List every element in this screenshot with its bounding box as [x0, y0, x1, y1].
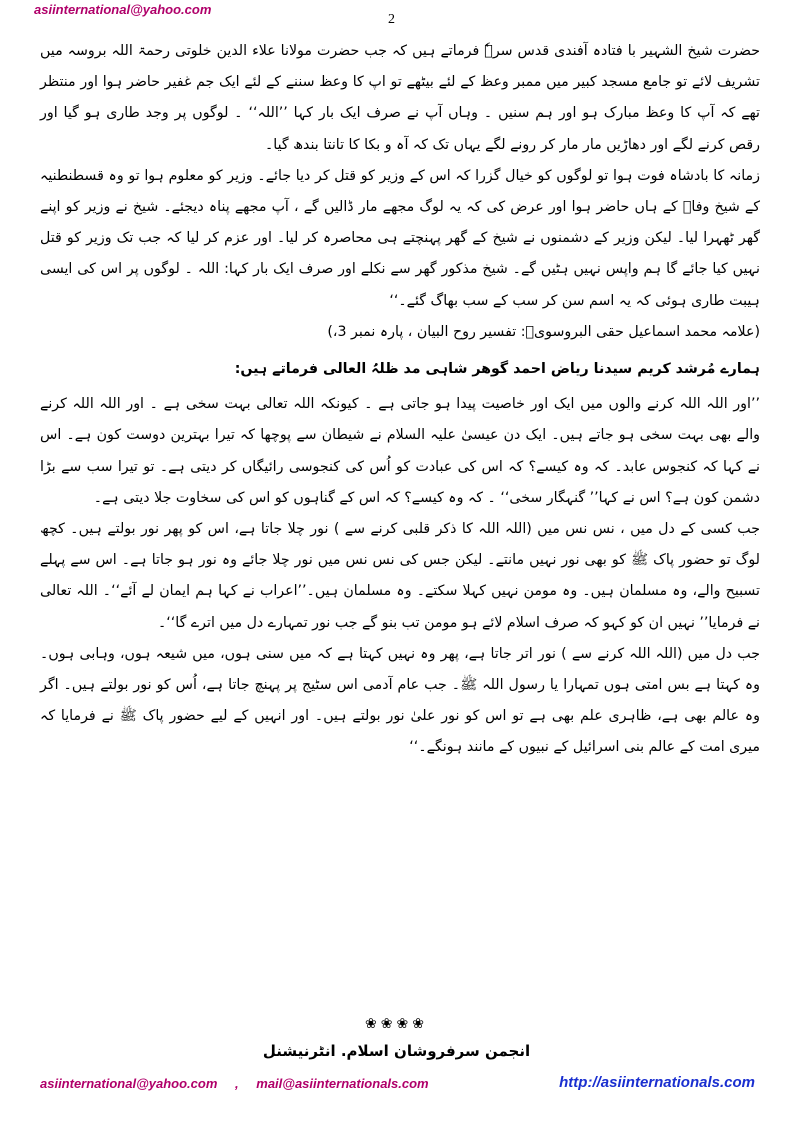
header-email-link[interactable]: asiinternational@yahoo.com	[34, 2, 212, 17]
organization-name: انجمن سرفروشان اسلام. انٹرنیشنل	[262, 1042, 531, 1060]
website-link[interactable]: http://asiinternationals.com	[559, 1074, 755, 1091]
document-body	[40, 36, 760, 764]
section-heading: ہمارے مُرشد کریم سیدنا ریاض احمد گوھر شاہی مد ظلہُ العالی فرماتے ہیں:	[234, 361, 760, 378]
paragraph: حضرت شیخ الشہیر با فتادہ آفندی قدس سرہٗ فرماتے ہیں کہ جب حضرت مولانا علاء الدین خلوتی رحمۃ اللہ بروسہ میں تشریف لائے تو جامع مسجد کبیر میں ممبر وعظ کے لئے بیٹھے تو اپ کا وعظ سننے کے لئے ایک جم غفیر حاضر ہوا اور منتظر تھے کہ آپ کا وعظ مبارک ہو اور ہم سنیں ۔ وہاں آپ نے صرف ایک بار کہا ’’اللہ‘‘ ۔ لوگوں پر وجد طاری ہو گیا اور رقص کرنے لگے اور دھاڑیں مار مار کر رونے لگے یہاں تک کہ آہ و بکا کا تانتا بندھ گیا۔	[40, 43, 760, 153]
flower-ornament-icon: ❀❀❀❀	[365, 1016, 428, 1032]
footer-emails	[40, 1076, 429, 1091]
page-number: 2	[388, 12, 395, 27]
quote-paragraph: جب دل میں (اللہ اللہ کرنے سے ) نور اتر جاتا ہے، پھر وہ نہیں کہتا ہے کہ میں سنی ہوں، میں شیعہ ہوں، وہابی ہوں۔ وہ کہتا ہے بس امتی ہوں تمہارا یا رسول اللہ ﷺ۔ جب عام آدمی اس سٹیج پر پہنچ جاتا ہے، اُس کو نور بولتے ہیں۔ اگر وہ عالم بھی ہے، ظاہری علم بھی ہے تو اس کو نور علیٰ نور بولتے ہیں۔ اور انہیں کے لیے حضور پاک ﷺ نے فرمایا کہ میری امت کے عالم بنی اسرائیل کے نبیوں کے مانند ہونگے۔‘‘	[40, 645, 760, 756]
footer-email-link[interactable]: mail@asiinternationals.com	[256, 1076, 429, 1091]
paragraph: زمانہ کا بادشاہ فوت ہوا تو لوگوں کو خیال گزرا کہ اس کے وزیر کو قتل کر دیا جائے۔ وزیر کو معلوم ہوا تو وہ قسطنطنیہ کے شیخ وفاؒ کے ہاں حاضر ہوا اور عرض کی کہ یہ لوگ مجھے مار ڈالیں گے ، آپ مجھے پناہ دیجئے۔ شیخ نے وزیر کو اپنے گھر ٹھہرا لیا۔ لیکن وزیر کے دشمنوں نے شیخ کے گھر پہنچتے ہی محاصرہ کر لیا۔ اور عزم کر لیا کہ جب تک وزیر کو قتل نہیں کیا جائے گا ہم واپس نہیں ہٹیں گے۔ شیخ مذکور گھر سے نکلے اور صرف ایک بار کہا: اللہ ۔ لوگوں پر اس کی ایسی ہیبت طاری ہوئی کہ یہ اسم سن کر سب کے سب بھاگ گئے۔‘‘	[40, 167, 760, 309]
quote-paragraph: ’’اور اللہ اللہ کرنے والوں میں ایک اور خاصیت پیدا ہو جاتی ہے ۔ کیونکہ اللہ تعالی بہت سخی ہے ۔ اور اللہ اللہ کرنے والے بھی بہت سخی ہو جاتے ہیں۔ ایک دن عیسیٰ علیہ السلام نے شیطان سے پوچھا کہ تیرا بہترین دوست کون ہے۔ اس نے کہا کہ کنجوس عابد۔ کہ وہ کیسے؟ کہ اس کی عبادت کو اُس کی کنجوسی رائیگاں کر دیتی ہے۔ تو تیرا سب سے بڑا دشمن کون ہے؟ اس نے کہا’’ گنہگار سخی‘‘ ۔ کہ وہ کیسے؟ کہ اس کے گناہوں کو اس کی سخاوت جلا دیتی ہے۔	[40, 396, 760, 506]
reference-citation: (علامہ محمد اسماعیل حقی البروسویؒ: تفسیر روح البیان ، پارہ نمبر 3،)	[327, 323, 760, 340]
footer-separator: ,	[235, 1076, 239, 1091]
quote-paragraph: جب کسی کے دل میں ، نس نس میں (اللہ اللہ کا ذکر قلبی کرنے سے ) نور چلا جاتا ہے، اس کو پھر نور بولتے ہیں۔ کچھ لوگ تو حضور پاک ﷺ کو بھی نور نہیں مانتے۔ لیکن جس کی نس نس میں نور چلا جائے وہ نور ہو جاتا ہے۔ اس سے پہلے تسبیح والے، وہ مسلمان ہیں۔ وہ مومن نہیں کہلا سکتے۔ وہ مسلمان ہیں۔’’اعراب نے کہا ہم ایمان لے آئے‘‘۔ اللہ تعالی نے فرمایا’’ نہیں ان کو کہو کہ صرف اسلام لائے ہو مومن تب بنو گے جب نور تمہارے دل میں اترے گا‘‘۔	[40, 521, 760, 631]
footer-email-link[interactable]: asiinternational@yahoo.com	[40, 1076, 218, 1091]
